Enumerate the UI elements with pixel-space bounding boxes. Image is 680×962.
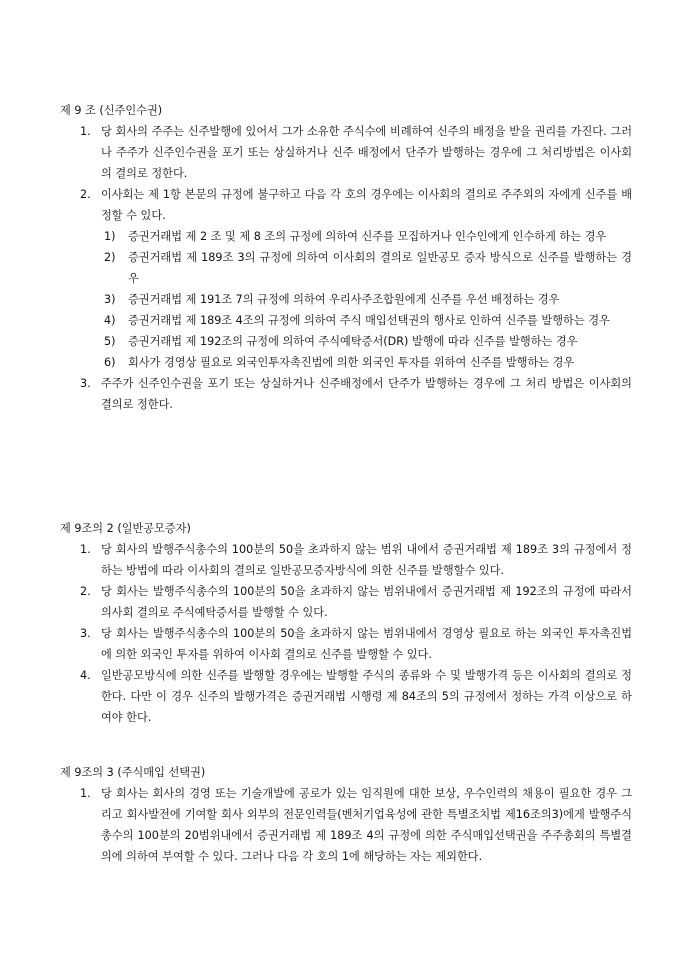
item-text: 당 회사는 회사의 경영 또는 기술개발에 공로가 있는 임직원에 대한 보상, 우수인력의 채용이 필요한 경우 그리고 회사발전에 기여할 회사 외부의 전문인력들(벤처기업육성에 관한 특별조치법 제16조의3)에게 발행주식 총수의 100분의 20범위내에서 증권거래법 제 189조 4의 규정에 의한 주식매입선택권을 주주총회의 특별결의에 의하여 부여할 수 있다. 그러나 다음 각 호의 1에 해당하는 자는 제외한다. bbox=[101, 787, 633, 863]
sub-list-item bbox=[104, 352, 632, 373]
item-number: 1. bbox=[80, 125, 91, 138]
list-item bbox=[80, 783, 632, 867]
list-item bbox=[80, 623, 632, 665]
article-items bbox=[60, 783, 632, 867]
sub-item-text: 증권거래법 제 189조 3의 규정에 의하여 이사회의 결의로 일반공모 증자 방식으로 신주를 발행하는 경우 bbox=[128, 251, 632, 285]
sub-item-number: 3) bbox=[104, 293, 116, 306]
article-9-2 bbox=[60, 518, 632, 728]
list-item bbox=[80, 373, 632, 415]
sub-item-text: 증권거래법 제 191조 7의 규정에 의하여 우리사주조합원에게 신주를 우선 배정하는 경우 bbox=[128, 293, 560, 306]
list-item bbox=[80, 581, 632, 623]
item-text: 이사회는 제 1항 본문의 규정에 불구하고 다음 각 호의 경우에는 이사회의 결의로 주주외의 자에게 신주를 배정할 수 있다. bbox=[101, 188, 632, 222]
article-9-3 bbox=[60, 762, 632, 867]
sub-list-item bbox=[104, 289, 632, 310]
list-item bbox=[80, 121, 632, 184]
sub-items bbox=[60, 226, 632, 373]
article-heading: 제 9조의 2 (일반공모증자) bbox=[60, 522, 191, 535]
sub-item-number: 5) bbox=[104, 335, 116, 348]
sub-item-text: 회사가 경영상 필요로 외국인투자촉진법에 의한 외국인 투자를 위하여 신주를 발행하는 경우 bbox=[128, 356, 575, 369]
sub-list-item bbox=[104, 226, 632, 247]
item-text: 일반공모방식에 의한 신주를 발행할 경우에는 발행할 주식의 종류와 수 및 발행가격 등은 이사회의 결의로 정한다. 다만 이 경우 신주의 발행가격은 증권거래법 시행령 제 84조의 5의 규정에서 정하는 가격 이상으로 하여야 한다. bbox=[101, 669, 632, 724]
article-items-tail bbox=[60, 373, 632, 415]
sub-list-item bbox=[104, 247, 632, 289]
sub-item-text: 증권거래법 제 2 조 및 제 8 조의 규정에 의하여 신주를 모집하거나 인수인에게 인수하게 하는 경우 bbox=[128, 230, 607, 243]
item-text: 당 회사는 발행주식총수의 100분의 50을 초과하지 않는 범위내에서 증권거래법 제 192조의 규정에 따라서 의사회 결의로 주식예탁증서를 발행할 수 있다. bbox=[101, 585, 632, 619]
item-number: 1. bbox=[80, 543, 91, 556]
sub-item-number: 6) bbox=[104, 356, 116, 369]
list-item bbox=[80, 665, 632, 728]
item-number: 1. bbox=[80, 787, 91, 800]
sub-item-number: 2) bbox=[104, 251, 116, 264]
item-text: 주주가 신주인수권을 포기 또는 상실하거나 신주배정에서 단주가 발행하는 경우에 그 처리 방법은 이사회의 결의로 정한다. bbox=[101, 377, 632, 411]
item-text: 당 회사의 주주는 신주발행에 있어서 그가 소유한 주식수에 비례하여 신주의 배정을 받을 권리를 가진다. 그러나 주주가 신주인수권을 포기 또는 상실하거나 신주 배정에서 단주가 발행하는 경우에 그 처리방법은 이사회의 결의로 정한다. bbox=[101, 125, 632, 180]
article-heading: 제 9 조 (신주인수권) bbox=[60, 104, 163, 117]
sub-item-number: 4) bbox=[104, 314, 116, 327]
article-9 bbox=[60, 100, 632, 415]
list-item bbox=[80, 539, 632, 581]
item-number: 2. bbox=[80, 585, 91, 598]
article-items bbox=[60, 121, 632, 226]
sub-item-text: 증권거래법 제 189조 4조의 규정에 의하여 주식 매입선택권의 행사로 인하여 신주를 발행하는 경우 bbox=[128, 314, 610, 327]
list-item bbox=[80, 184, 632, 226]
item-number: 3. bbox=[80, 377, 91, 390]
item-number: 2. bbox=[80, 188, 91, 201]
article-heading: 제 9조의 3 (주식매입 선택권) bbox=[60, 766, 206, 779]
sub-item-text: 증권거래법 제 192조의 규정에 의하여 주식예탁증서(DR) 발행에 따라 신주를 발행하는 경우 bbox=[128, 335, 578, 348]
sub-list-item bbox=[104, 331, 632, 352]
sub-list-item bbox=[104, 310, 632, 331]
item-number: 3. bbox=[80, 627, 91, 640]
item-number: 4. bbox=[80, 669, 91, 682]
item-text: 당 회사는 발행주식총수의 100분의 50을 초과하지 않는 범위내에서 경영상 필요로 하는 외국인 투자촉진법에 의한 외국인 투자를 위하여 이사회 결의로 신주를 발행할 수 있다. bbox=[101, 627, 632, 661]
sub-item-number: 1) bbox=[104, 230, 116, 243]
article-items bbox=[60, 539, 632, 728]
item-text: 당 회사의 발행주식총수의 100분의 50을 초과하지 않는 범위 내에서 증권거래법 제 189조 3의 규정에서 정하는 방법에 따라 이사회의 결의로 일반공모증자방식에 의한 신주를 발행할수 있다. bbox=[101, 543, 632, 577]
